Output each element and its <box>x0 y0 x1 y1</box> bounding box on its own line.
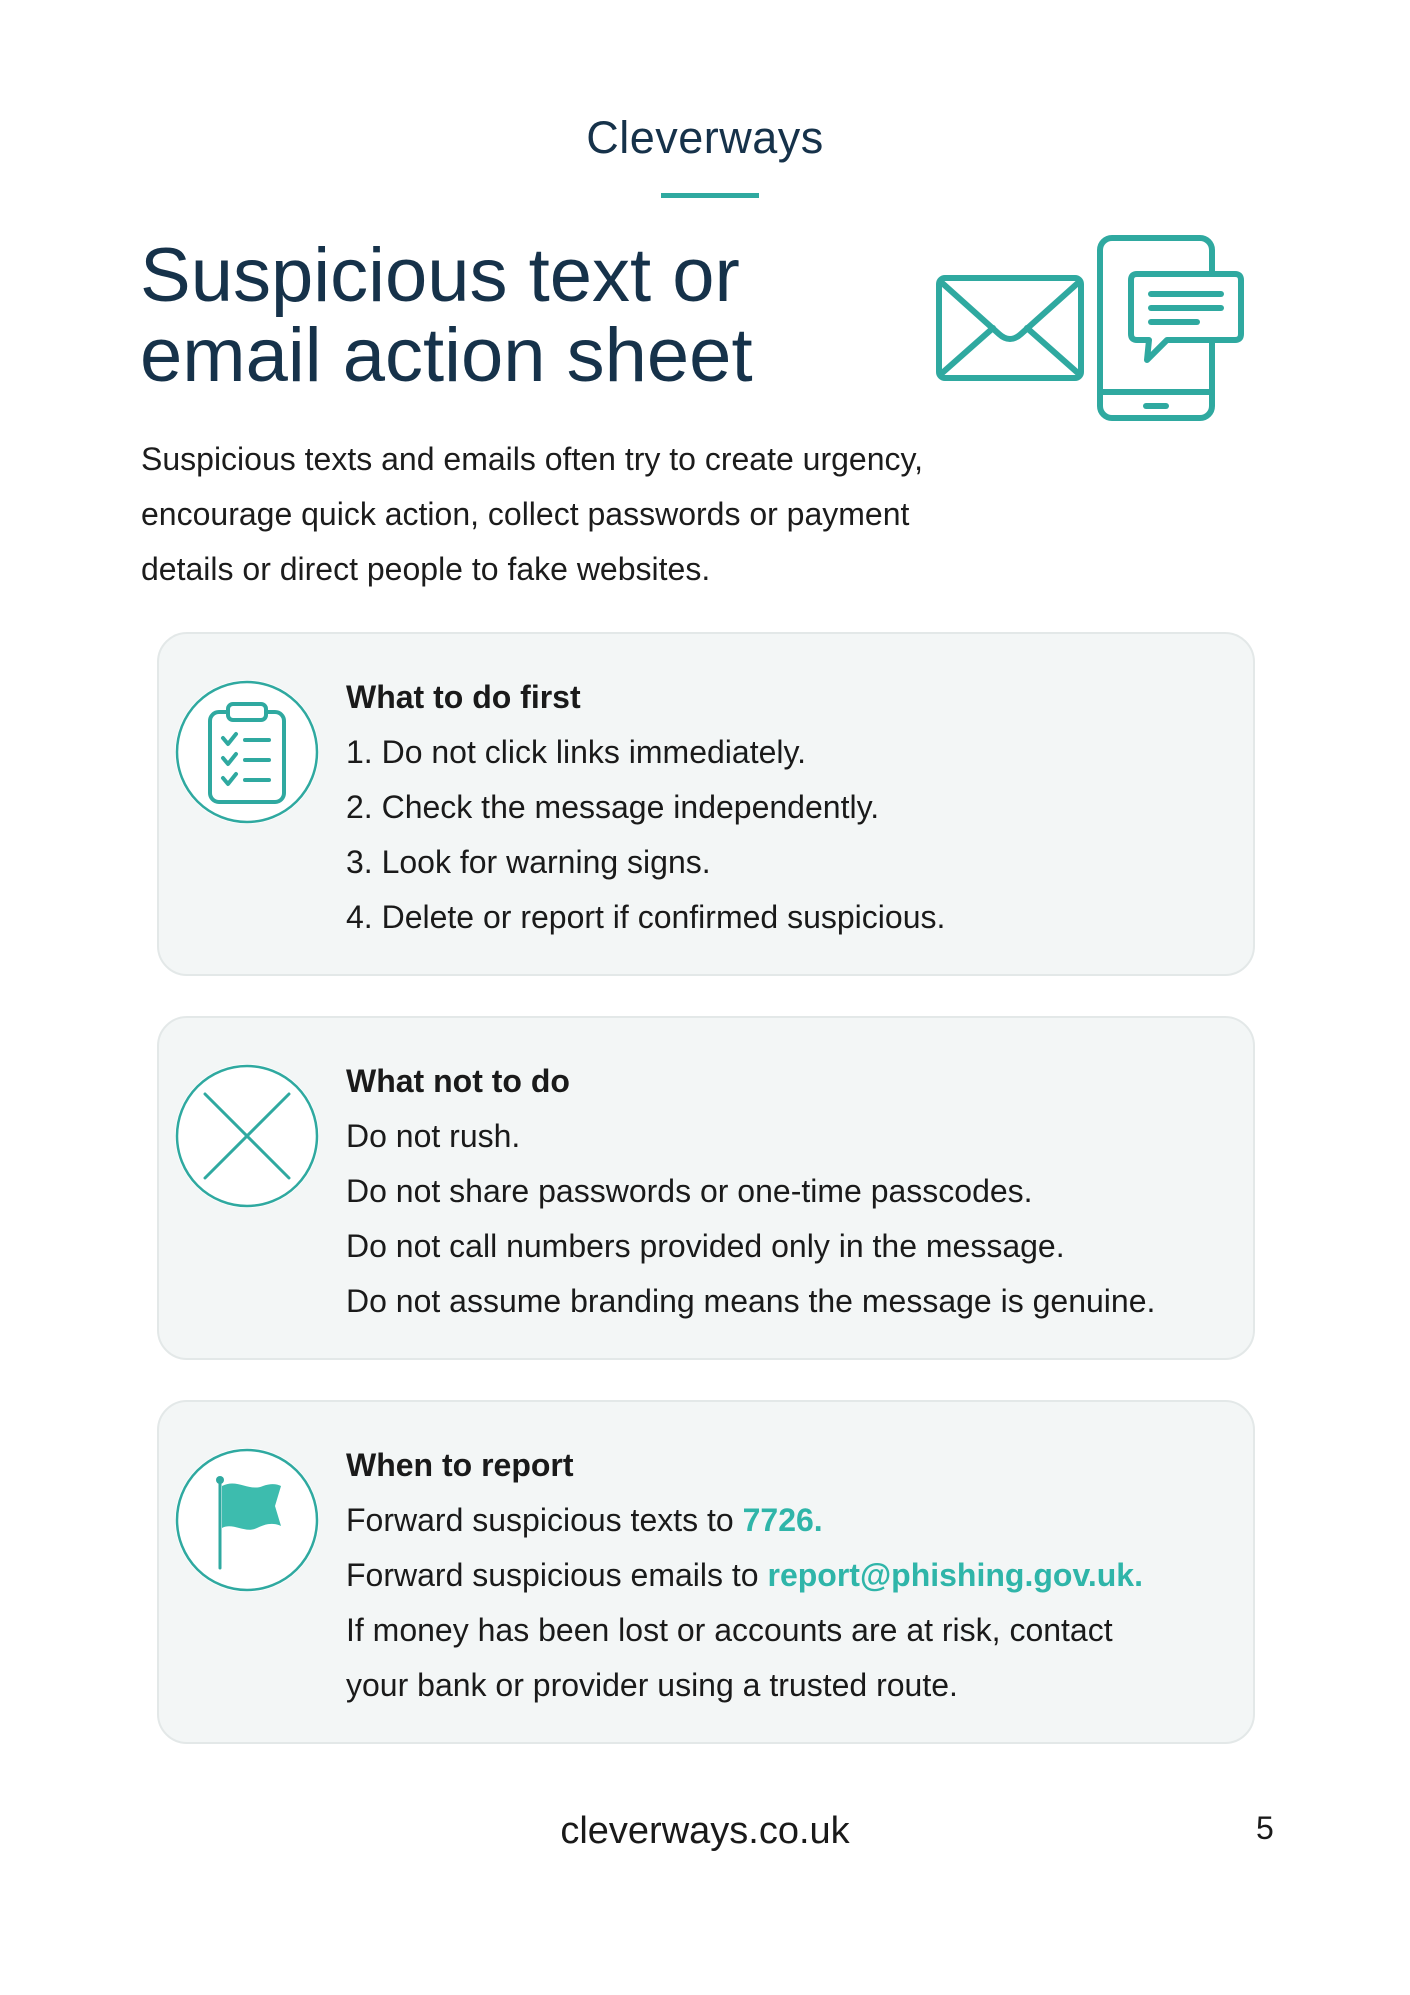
report-email-prefix: Forward suspicious emails to <box>346 1557 768 1593</box>
card-line: 2. Check the message independently. <box>346 789 880 825</box>
report-text-line <box>346 1493 1233 1548</box>
page-number: 5 <box>1256 1810 1274 1846</box>
page-title-line-2: email action sheet <box>140 313 753 398</box>
page-title-line-1: Suspicious text or <box>140 233 740 318</box>
report-email-line <box>346 1548 1233 1603</box>
envelope-icon <box>939 278 1081 378</box>
report-text-prefix: Forward suspicious texts to <box>346 1502 743 1538</box>
card-line: your bank or provider using a trusted route. <box>346 1667 958 1703</box>
intro-line-2: encourage quick action, collect passwords or payment <box>141 496 910 532</box>
intro-paragraph <box>141 432 1041 597</box>
card-content <box>346 1438 1233 1713</box>
phone-message-icon <box>1100 238 1241 418</box>
flag-icon <box>175 1448 319 1592</box>
card-line: If money has been lost or accounts are at risk, contact <box>346 1612 1113 1648</box>
intro-line-3: details or direct people to fake websites. <box>141 551 711 587</box>
card-line: Do not assume branding means the message is genuine. <box>346 1283 1156 1319</box>
card-icon-badge <box>175 1064 319 1208</box>
card-content <box>346 670 1233 945</box>
card-heading: What to do first <box>346 679 581 715</box>
card-heading: What not to do <box>346 1063 570 1099</box>
card-line: Do not rush. <box>346 1118 521 1154</box>
card-line: 1. Do not click links immediately. <box>346 734 806 770</box>
report-email-address[interactable]: report@phishing.gov.uk. <box>767 1557 1143 1593</box>
brand-divider <box>661 193 759 198</box>
clipboard-checklist-icon <box>175 680 319 824</box>
report-text-number: 7726. <box>742 1502 823 1538</box>
hero-illustration <box>935 234 1245 424</box>
cross-icon <box>175 1064 319 1208</box>
card-what-to-do-first <box>157 632 1255 976</box>
page-title <box>140 233 753 398</box>
card-line: 3. Look for warning signs. <box>346 844 711 880</box>
card-icon-badge <box>175 680 319 824</box>
card-content <box>346 1054 1233 1329</box>
card-when-to-report <box>157 1400 1255 1744</box>
card-line: 4. Delete or report if confirmed suspicious. <box>346 899 946 935</box>
card-heading: When to report <box>346 1447 574 1483</box>
footer-website[interactable]: cleverways.co.uk <box>560 1810 850 1852</box>
intro-line-1: Suspicious texts and emails often try to create urgency, <box>141 441 924 477</box>
card-icon-badge <box>175 1448 319 1592</box>
brand-name: Cleverways <box>586 112 824 163</box>
card-line: Do not share passwords or one-time passcodes. <box>346 1173 1033 1209</box>
card-what-not-to-do <box>157 1016 1255 1360</box>
card-line: Do not call numbers provided only in the message. <box>346 1228 1065 1264</box>
